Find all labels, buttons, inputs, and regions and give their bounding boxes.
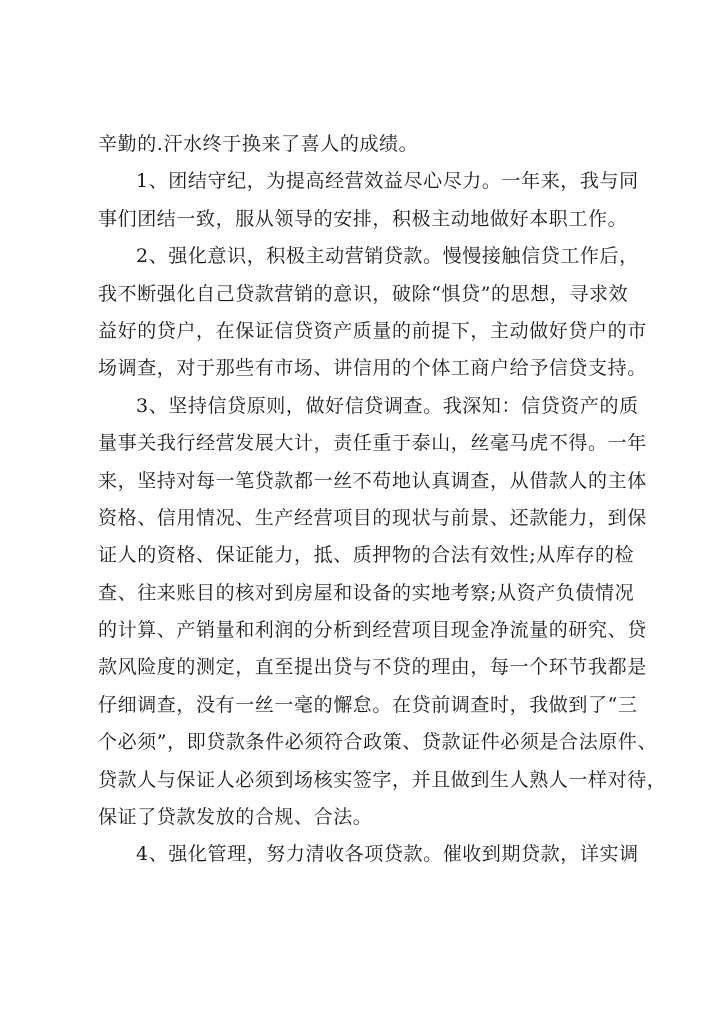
text-line: 的计算、产销量和利润的分析到经营项目现金净流量的研究、贷 [98,619,647,642]
paragraph-3-heading-line: 3、坚持信贷原则，做好信贷调查。我深知：信贷资产的质 [136,394,639,417]
text-line: 证人的资格、保证能力，抵、质押物的合法有效性;从库存的检 [98,544,635,567]
text-line: 事们团结一致，服从领导的安排，积极主动地做好本职工作。 [98,207,628,230]
body-text [98,126,667,874]
paragraph-2-heading-line: 2、强化意识，积极主动营销贷款。慢慢接触信贷工作后， [136,245,639,268]
text-line: 资格、信用情况、生产经营项目的现状与前景、还款能力，到保 [98,506,647,529]
text-line: 个必须”，即贷款条件必须符合政策、贷款证件必须是合法原件、 [98,731,658,754]
text-line: 仔细调查，没有一丝一毫的懈怠。在贷前调查时，我做到了“三 [98,693,638,716]
text-line: 贷款人与保证人必须到场核实签字，并且做到生人熟人一样对待， [98,768,667,791]
text-line: 场调查，对于那些有市场、讲信用的个体工商户给予信贷支持。 [98,357,647,380]
text-line: 查、往来账目的核对到房屋和设备的实地考察;从资产负债情况 [98,581,635,604]
text-line: 款风险度的测定，直至提出贷与不贷的理由，每一个环节我都是 [98,656,647,679]
text-line: 量事关我行经营发展大计，责任重于泰山，丝毫马虎不得。一年 [98,432,647,455]
paragraph-4-heading-line: 4、强化管理，努力清收各项贷款。催收到期贷款，详实调 [136,843,639,866]
text-line: 保证了贷款发放的合规、合法。 [98,806,373,829]
text-line: 来，坚持对每一笔贷款都一丝不苟地认真调查，从借款人的主体 [98,469,647,492]
text-line: 益好的贷户，在保证信贷资产质量的前提下，主动做好贷户的市 [98,319,647,342]
paragraph-1-heading-line: 1、团结守纪，为提高经营效益尽心尽力。一年来，我与同 [136,170,639,193]
text-line: 辛勤的.汗水终于换来了喜人的成绩。 [98,133,419,155]
text-line: 我不断强化自己贷款营销的意识，破除“惧贷”的思想，寻求效 [98,282,629,305]
